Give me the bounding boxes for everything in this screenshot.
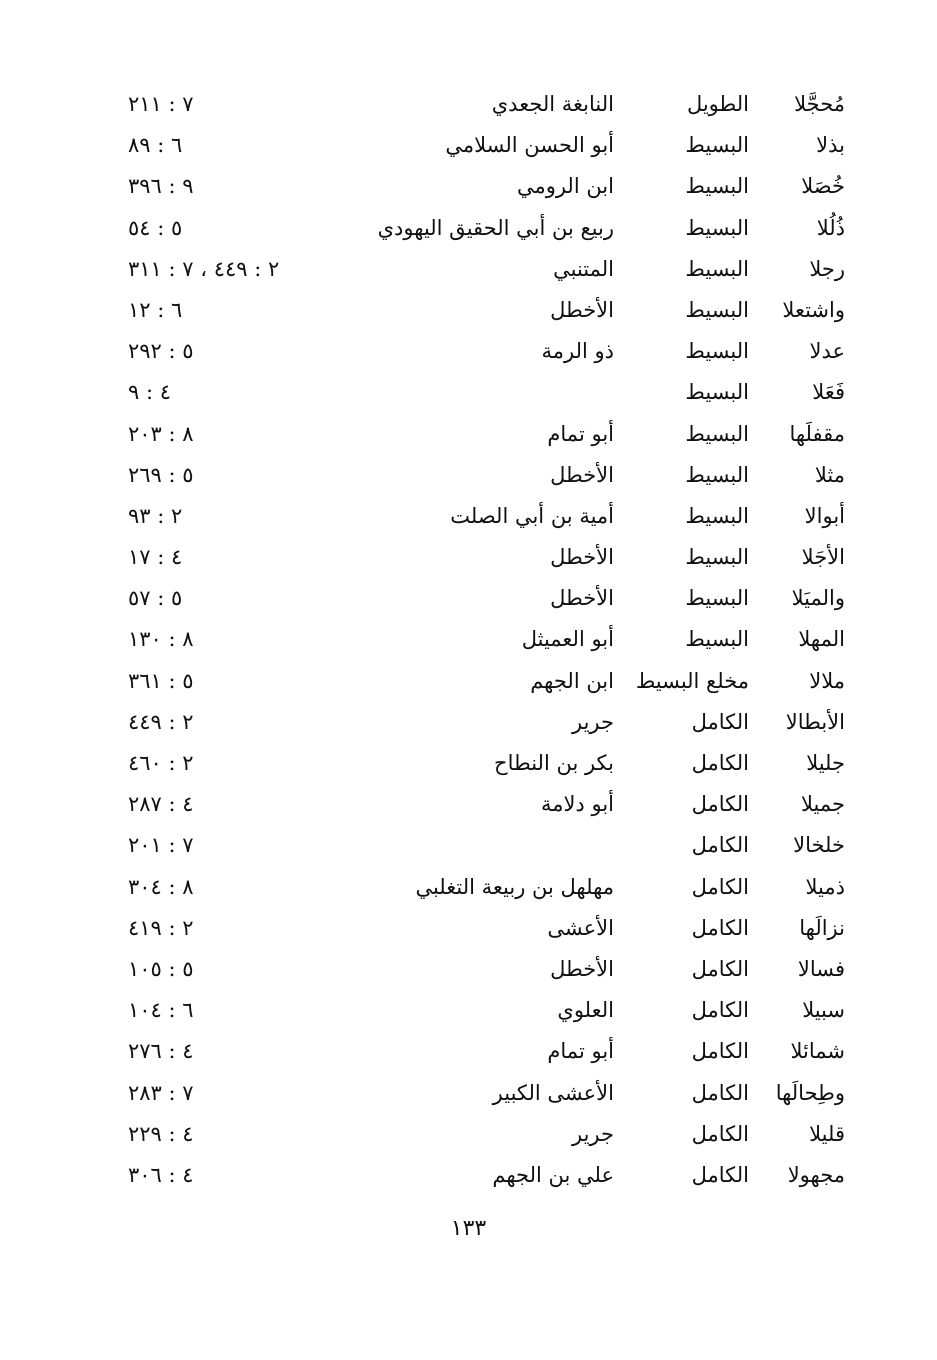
poet-name: الأعشى bbox=[547, 915, 614, 940]
volume-page-reference: ٥ : ٥٧ bbox=[128, 586, 183, 611]
volume-page-reference: ٩ : ٣٩٦ bbox=[128, 174, 194, 199]
index-row bbox=[0, 990, 937, 1031]
index-row bbox=[0, 372, 937, 413]
index-row bbox=[0, 1031, 937, 1072]
poet-name: أبو العميثل bbox=[521, 627, 614, 652]
rhyme-word: شمائلا bbox=[790, 1039, 845, 1064]
volume-page-reference: ٤ : ٩ bbox=[128, 380, 171, 405]
index-row bbox=[0, 702, 937, 743]
rhyme-index-table bbox=[0, 84, 937, 1196]
poetic-meter: الكامل bbox=[691, 998, 749, 1023]
index-row bbox=[0, 537, 937, 578]
volume-page-reference: ٢ : ٤٤٩ bbox=[128, 709, 194, 734]
rhyme-word: جميلا bbox=[801, 792, 845, 817]
volume-page-reference: ٧ : ٢٨٣ bbox=[128, 1080, 194, 1105]
poet-name: أبو الحسن السلامي bbox=[445, 133, 614, 158]
volume-page-reference: ٤ : ٢٢٩ bbox=[128, 1121, 194, 1146]
poet-name: أمية بن أبي الصلت bbox=[450, 503, 614, 528]
rhyme-word: بذلا bbox=[816, 133, 845, 158]
poet-name: جرير bbox=[572, 709, 614, 734]
poetic-meter: الكامل bbox=[691, 792, 749, 817]
rhyme-word: الأجَلا bbox=[801, 545, 845, 570]
poet-name: النابغة الجعدي bbox=[491, 92, 614, 116]
poet-name: الأخطل bbox=[550, 462, 614, 487]
index-row bbox=[0, 331, 937, 372]
rhyme-word: سبيلا bbox=[802, 998, 845, 1023]
poet-name: المتنبي bbox=[553, 256, 614, 281]
poetic-meter: مخلع البسيط bbox=[635, 668, 749, 693]
index-row bbox=[0, 249, 937, 290]
poetic-meter: الكامل bbox=[691, 833, 749, 858]
index-row bbox=[0, 496, 937, 537]
rhyme-word: مجهولا bbox=[787, 1162, 845, 1187]
poetic-meter: البسيط bbox=[685, 256, 749, 281]
rhyme-word: رجلا bbox=[809, 256, 845, 281]
index-row bbox=[0, 125, 937, 166]
poet-name: الأخطل bbox=[550, 956, 614, 981]
volume-page-reference: ٥ : ٢٦٩ bbox=[128, 462, 194, 487]
poetic-meter: البسيط bbox=[685, 133, 749, 158]
volume-page-reference: ٧ : ٢١١ bbox=[128, 92, 194, 116]
poet-name: الأخطل bbox=[550, 297, 614, 322]
poet-name: علي بن الجهم bbox=[492, 1162, 614, 1187]
poetic-meter: البسيط bbox=[685, 380, 749, 405]
index-row bbox=[0, 949, 937, 990]
poetic-meter: الطويل bbox=[686, 92, 749, 116]
volume-page-reference: ٢ : ٤٤٩ ، ٧ : ٣١١ bbox=[128, 256, 280, 281]
poet-name: جرير bbox=[572, 1121, 614, 1146]
rhyme-word: المهلا bbox=[798, 627, 845, 652]
poetic-meter: البسيط bbox=[685, 339, 749, 364]
volume-page-reference: ٦ : ١٠٤ bbox=[128, 998, 194, 1023]
index-row bbox=[0, 1114, 937, 1155]
rhyme-word: أبوالا bbox=[804, 503, 845, 528]
poet-name: ذو الرمة bbox=[541, 339, 614, 364]
poetic-meter: البسيط bbox=[685, 503, 749, 528]
volume-page-reference: ٨ : ١٣٠ bbox=[128, 627, 194, 652]
volume-page-reference: ٢ : ٤٦٠ bbox=[128, 751, 194, 775]
volume-page-reference: ٦ : ٨٩ bbox=[128, 133, 183, 158]
poet-name: أبو تمام bbox=[547, 1039, 614, 1064]
rhyme-word: نزالَها bbox=[799, 915, 845, 940]
rhyme-word: جليلا bbox=[806, 751, 845, 775]
index-row bbox=[0, 414, 937, 455]
poetic-meter: الكامل bbox=[691, 1121, 749, 1146]
volume-page-reference: ٢ : ٩٣ bbox=[128, 503, 183, 528]
poetic-meter: البسيط bbox=[685, 297, 749, 322]
poetic-meter: الكامل bbox=[691, 915, 749, 940]
poet-name: ربيع بن أبي الحقيق اليهودي bbox=[377, 215, 614, 240]
index-row bbox=[0, 661, 937, 702]
poetic-meter: البسيط bbox=[685, 421, 749, 446]
index-row bbox=[0, 578, 937, 619]
rhyme-word: وطِحالَها bbox=[775, 1080, 845, 1105]
rhyme-word: خُصَلا bbox=[801, 174, 845, 199]
poetic-meter: البسيط bbox=[685, 174, 749, 199]
rhyme-word: مثلا bbox=[814, 462, 845, 487]
poetic-meter: الكامل bbox=[691, 751, 749, 775]
rhyme-word: فَعَلا bbox=[812, 380, 845, 405]
rhyme-word: ذميلا bbox=[805, 874, 845, 899]
poetic-meter: الكامل bbox=[691, 874, 749, 899]
index-row bbox=[0, 908, 937, 949]
volume-page-reference: ٤ : ٢٧٦ bbox=[128, 1039, 194, 1064]
index-row bbox=[0, 1073, 937, 1114]
volume-page-reference: ٥ : ٢٩٢ bbox=[128, 339, 194, 364]
index-row bbox=[0, 784, 937, 825]
poetic-meter: الكامل bbox=[691, 1080, 749, 1105]
poet-name: العلوي bbox=[557, 998, 614, 1023]
poet-name: الأعشى الكبير bbox=[492, 1080, 614, 1105]
poetic-meter: البسيط bbox=[685, 215, 749, 240]
index-row bbox=[0, 455, 937, 496]
index-row bbox=[0, 867, 937, 908]
rhyme-word: مُحجَّلا bbox=[794, 92, 845, 116]
poet-name: أبو تمام bbox=[547, 421, 614, 446]
rhyme-word: والميَلا bbox=[791, 586, 845, 611]
poet-name: الأخطل bbox=[550, 586, 614, 611]
rhyme-word: مقفلَها bbox=[789, 421, 845, 446]
index-row bbox=[0, 1155, 937, 1196]
rhyme-word: ملالا bbox=[809, 668, 845, 693]
index-row bbox=[0, 619, 937, 660]
index-row bbox=[0, 84, 937, 125]
rhyme-word: عدلا bbox=[809, 339, 845, 364]
poetic-meter: الكامل bbox=[691, 1162, 749, 1187]
volume-page-reference: ٨ : ٣٠٤ bbox=[128, 874, 194, 899]
poet-name: ابن الجهم bbox=[530, 668, 614, 693]
rhyme-word: خلخالا bbox=[793, 833, 845, 858]
page-number: ١٣٣ bbox=[450, 1216, 487, 1241]
poet-name: أبو دلامة bbox=[540, 792, 614, 817]
poetic-meter: الكامل bbox=[691, 956, 749, 981]
poetic-meter: البسيط bbox=[685, 586, 749, 611]
poetic-meter: الكامل bbox=[691, 709, 749, 734]
volume-page-reference: ٧ : ٢٠١ bbox=[128, 833, 194, 858]
volume-page-reference: ٦ : ١٢ bbox=[128, 297, 183, 322]
volume-page-reference: ٨ : ٢٠٣ bbox=[128, 421, 194, 446]
volume-page-reference: ٤ : ٢٨٧ bbox=[128, 792, 194, 817]
index-row bbox=[0, 743, 937, 784]
poet-name: الأخطل bbox=[550, 545, 614, 570]
index-row bbox=[0, 825, 937, 866]
volume-page-reference: ٥ : ١٠٥ bbox=[128, 956, 194, 981]
volume-page-reference: ٢ : ٤١٩ bbox=[128, 915, 194, 940]
index-row bbox=[0, 166, 937, 207]
poet-name: ابن الرومي bbox=[516, 174, 614, 199]
poetic-meter: الكامل bbox=[691, 1039, 749, 1064]
poetic-meter: البسيط bbox=[685, 462, 749, 487]
rhyme-word: ذُلُلا bbox=[816, 215, 845, 240]
index-row bbox=[0, 208, 937, 249]
rhyme-word: الأبطالا bbox=[785, 709, 845, 734]
rhyme-word: واشتعلا bbox=[782, 297, 845, 322]
volume-page-reference: ٤ : ١٧ bbox=[128, 545, 183, 570]
poet-name: بكر بن النطاح bbox=[494, 751, 614, 775]
poetic-meter: البسيط bbox=[685, 627, 749, 652]
volume-page-reference: ٥ : ٣٦١ bbox=[128, 668, 194, 693]
volume-page-reference: ٤ : ٣٠٦ bbox=[128, 1162, 194, 1187]
rhyme-word: قليلا bbox=[809, 1121, 845, 1146]
volume-page-reference: ٥ : ٥٤ bbox=[128, 215, 183, 240]
index-row bbox=[0, 290, 937, 331]
rhyme-word: فسالا bbox=[797, 956, 845, 981]
poet-name: مهلهل بن ربيعة التغلبي bbox=[415, 874, 614, 899]
poetic-meter: البسيط bbox=[685, 545, 749, 570]
